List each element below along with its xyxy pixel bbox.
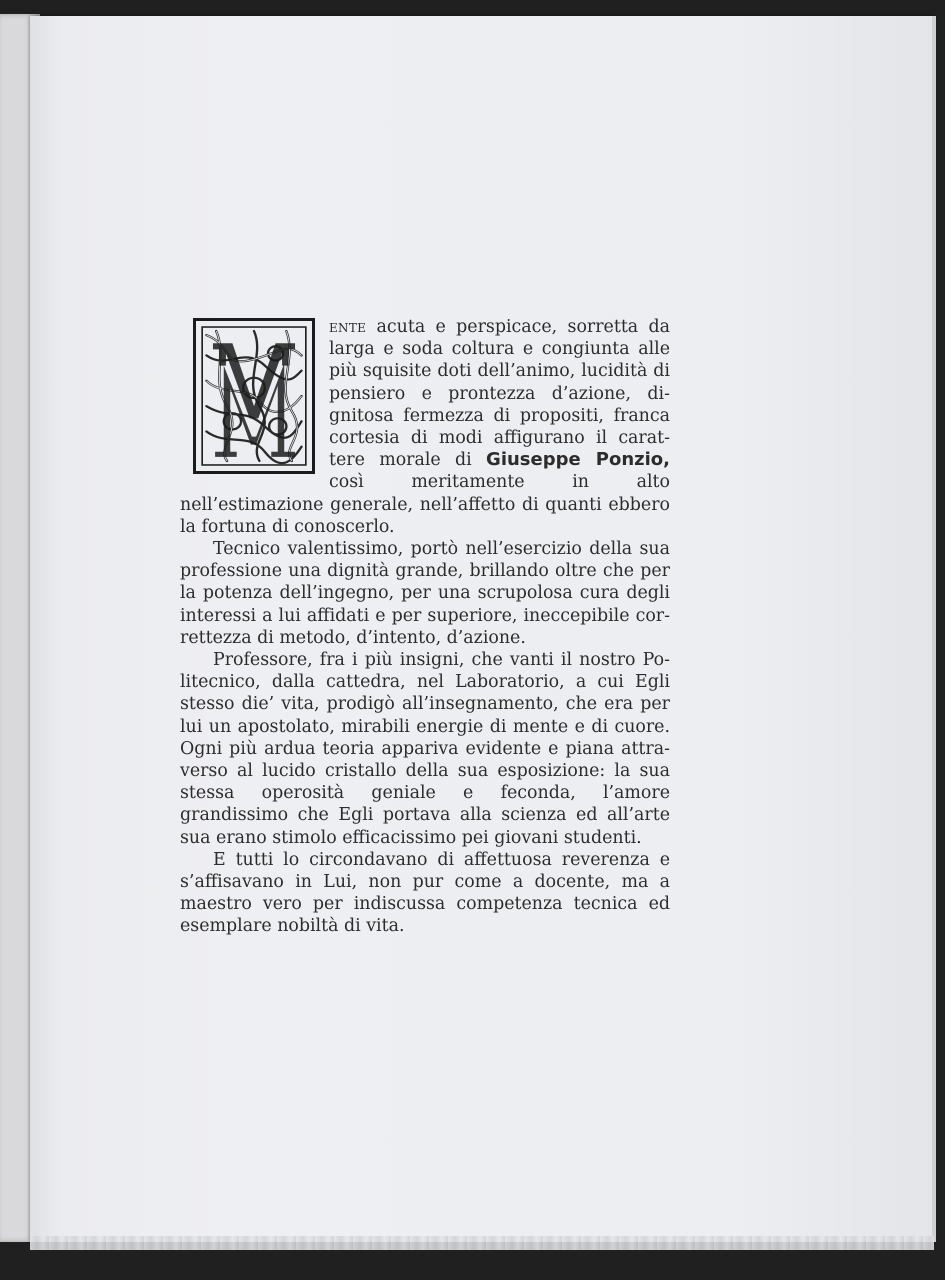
opening-word: ente — [329, 317, 367, 337]
ornamental-m-icon — [200, 325, 308, 467]
page-right-edge — [932, 16, 936, 1242]
paragraph-1-text-b: così meritamente in alto nell’estimazione generale, nell’affetto di quanti ebbero la fortuna di conoscerlo. — [180, 472, 670, 537]
paragraph-4: E tutti lo circondavano di affettuosa reverenza e s’affisavano in Lui, non pur come a docente, ma a maestro vero per indiscussa competenza tecnica ed esemplare nobiltà di vita. — [180, 849, 670, 937]
body-text — [180, 316, 670, 938]
page-deckle-edge — [30, 1236, 934, 1250]
paragraph-2: Tecnico valentissimo, portò nell’esercizio della sua professione una dignità grande, brillando oltre che per la potenza dell’ingegno, per una scrupolosa cura degli interessi a lui affidati e per superiore, ineccepibile correttezza di metodo, d’intento, d’azione. — [180, 539, 670, 648]
paragraph-3: Professore, fra i più insigni, che vanti il nostro Politecnico, dalla cattedra, nel Laboratorio, a cui Egli stesso die’ vita, prodigò all’insegnamento, che era per lui un apostolato, mirabili energie di mente e di cuore. Ogni più ardua teoria appariva evidente e piana attraverso al lucido cristallo della sua esposizione: la sua stessa operosità geniale e feconda, l’amore grandissimo che Egli portava alla scienza ed all’arte sua erano stimolo efficacissimo pei giovani studenti. — [180, 650, 670, 848]
book-page — [30, 16, 934, 1242]
drop-cap-initial — [193, 318, 315, 474]
person-name: Giuseppe Ponzio, — [486, 449, 670, 471]
paragraph-1-text-a: acuta e perspicace, sorretta da larga e soda coltura e congiunta alle più squisite doti dell’animo, lucidità di pensiero e prontezza d’azione, dignitosa fermezza di propositi, franca cortesia di modi affigurano il carattere morale di — [329, 317, 670, 471]
